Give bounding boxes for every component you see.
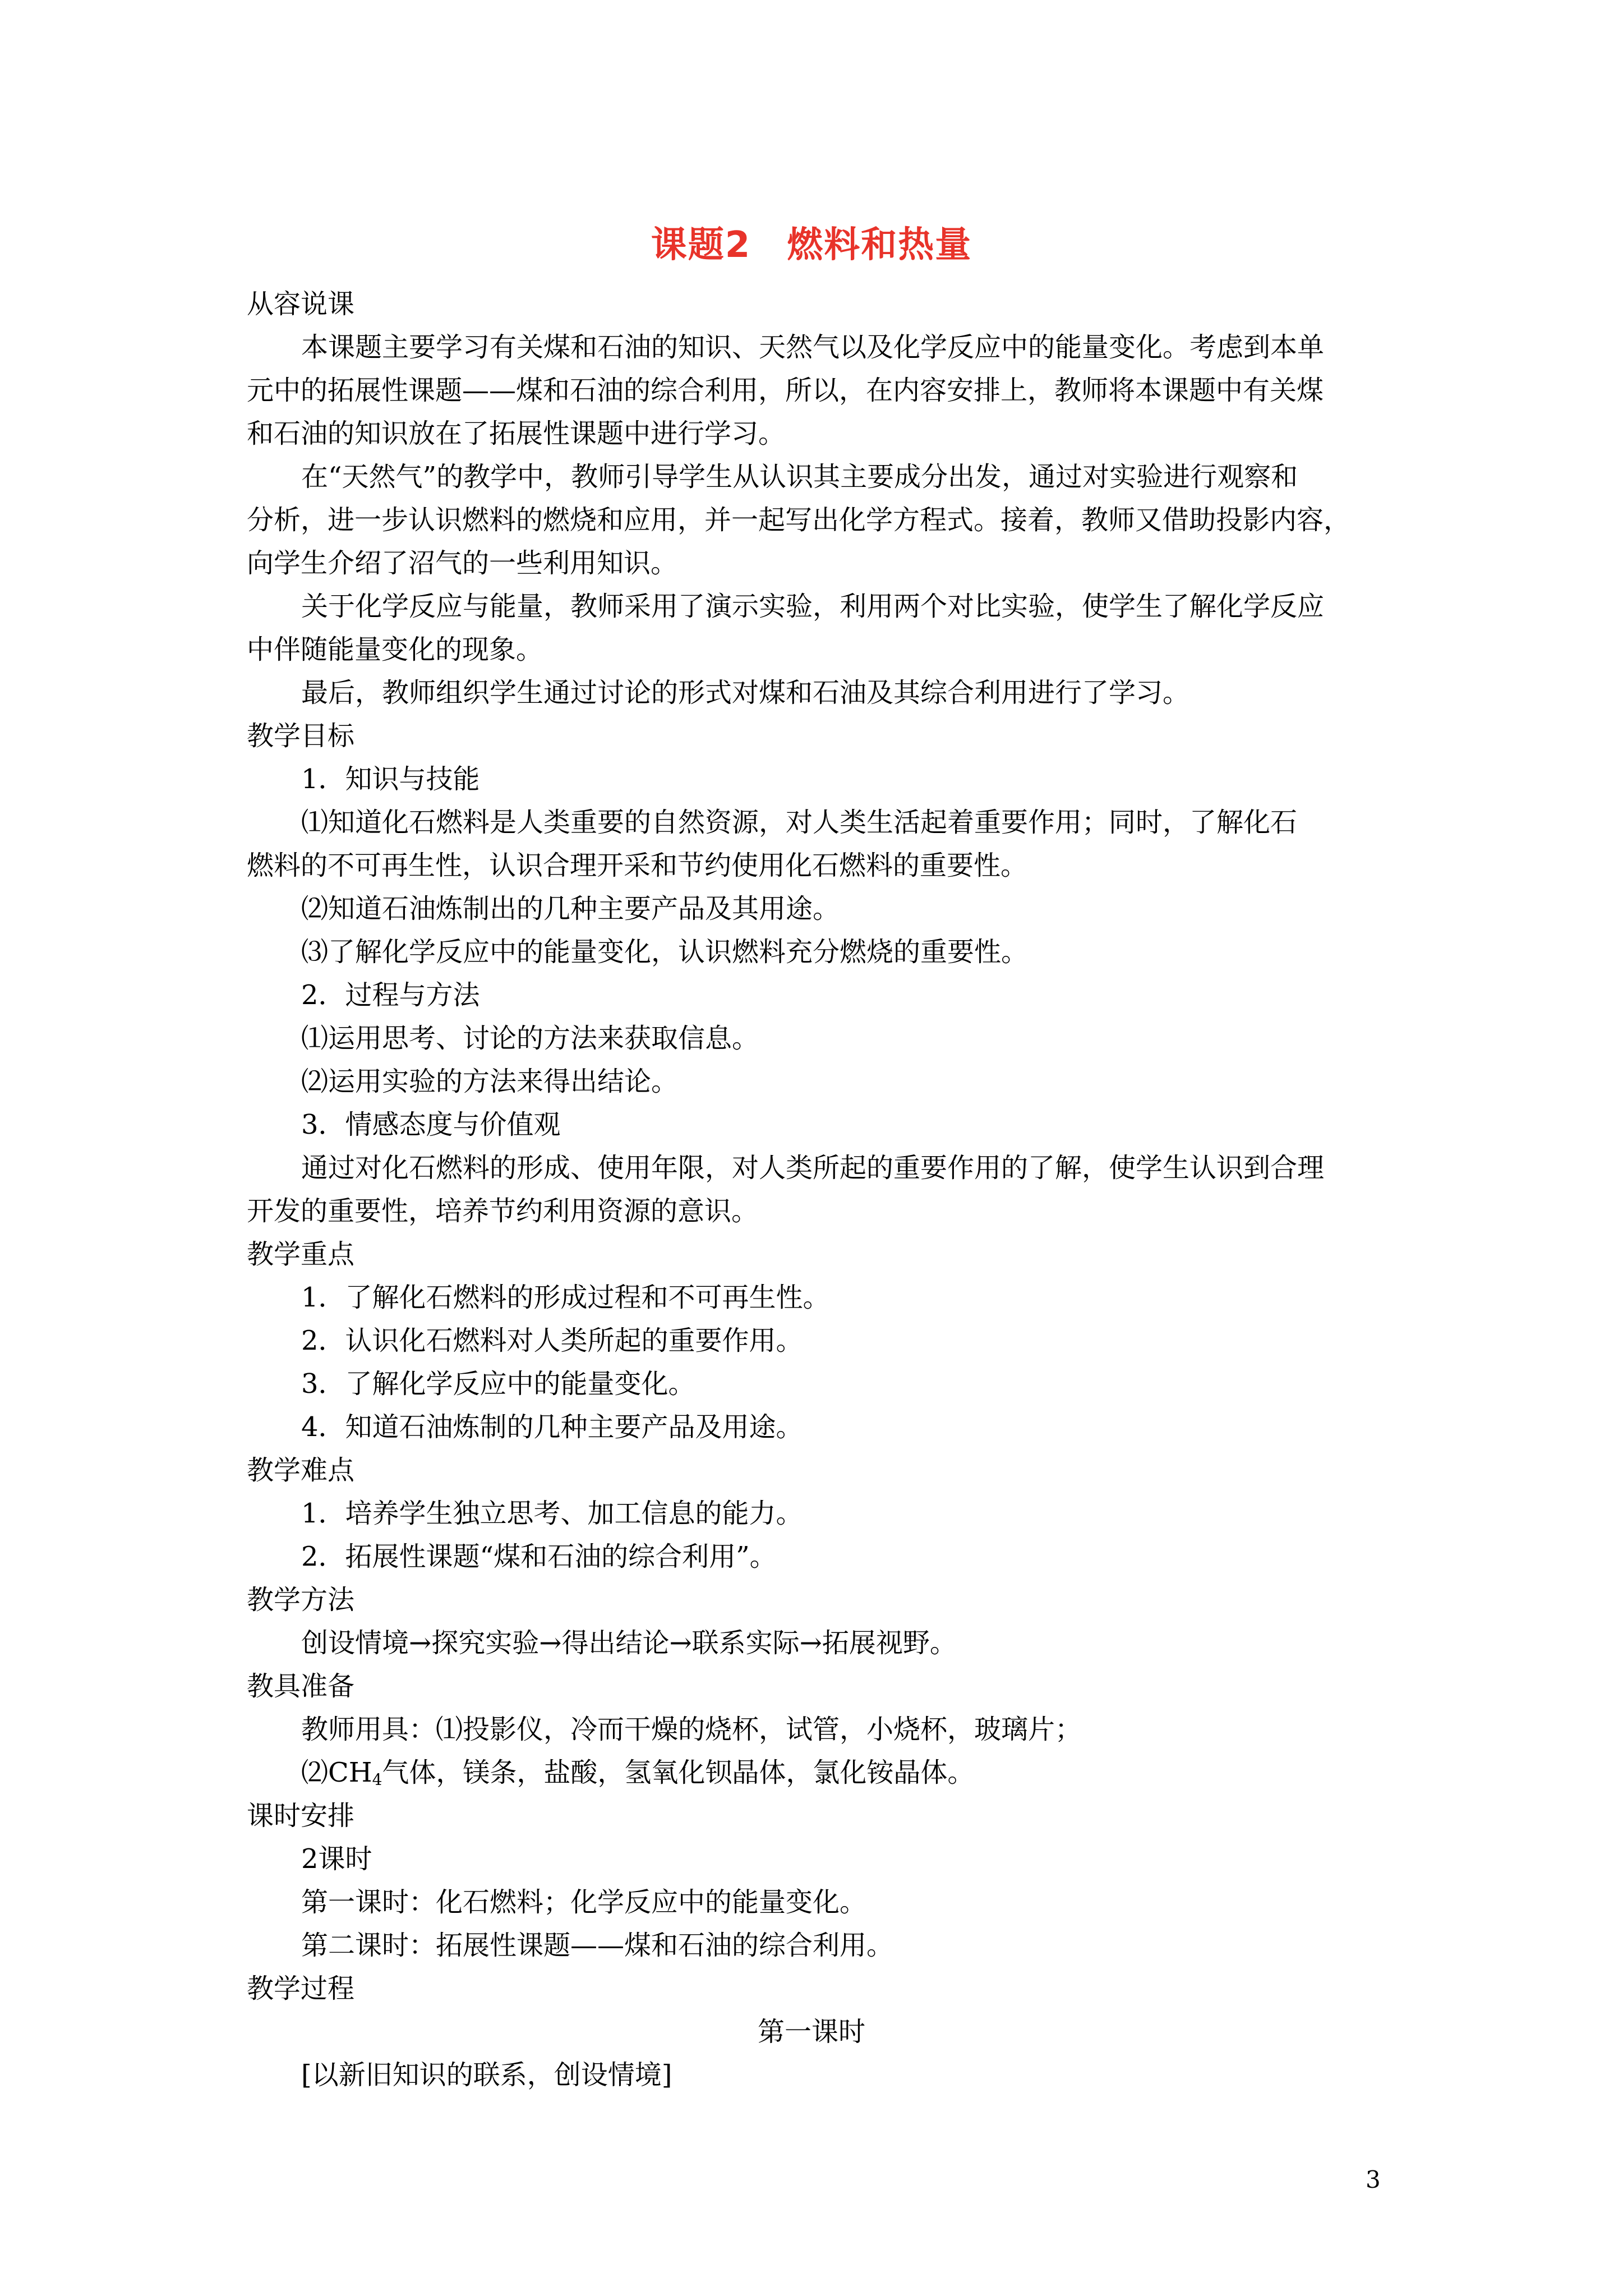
list-item: 1．培养学生独立思考、加工信息的能力。: [301, 1498, 803, 1529]
section-heading-process: 教学过程: [247, 1973, 355, 2004]
page-title: [0, 216, 1623, 268]
paragraph-line: 燃料的不可再生性，认识合理开采和节约使用化石燃料的重要性。: [247, 850, 1028, 881]
lesson-heading: 第一课时: [757, 2016, 865, 2047]
paragraph-line: 关于化学反应与能量，教师采用了演示实验，利用两个对比实验，使学生了解化学反应: [301, 591, 1325, 622]
paragraph-line: 本课题主要学习有关煤和石油的知识、天然气以及化学反应中的能量变化。考虑到本单: [301, 332, 1325, 363]
page-number: 3: [1366, 2166, 1381, 2193]
section-heading-key: 教学重点: [247, 1239, 355, 1270]
section-heading-method: 教学方法: [247, 1584, 355, 1616]
paragraph-line: 开发的重要性，培养节约利用资源的意识。: [247, 1195, 759, 1227]
paragraph-line: 通过对化石燃料的形成、使用年限，对人类所起的重要作用的了解，使学生认识到合理: [301, 1152, 1325, 1184]
section-heading-goals: 教学目标: [247, 720, 355, 752]
tools-ch-rest: 气体，镁条，盐酸，氢氧化钡晶体，氯化铵晶体。: [382, 1757, 975, 1788]
section-heading-tools: 教具准备: [247, 1671, 355, 1702]
paragraph-line: 中伴随能量变化的现象。: [247, 634, 543, 665]
paragraph-line: ⑵知道石油炼制出的几种主要产品及其用途。: [301, 893, 840, 924]
paragraph-line: [301, 1756, 974, 1789]
tools-ch-label: ⑵CH: [301, 1757, 372, 1788]
paragraph-line: 和石油的知识放在了拓展性课题中进行学习。: [247, 418, 786, 449]
section-heading-intro: 从容说课: [247, 288, 355, 320]
list-item: 4．知道石油炼制的几种主要产品及用途。: [301, 1411, 803, 1443]
section-heading-schedule: 课时安排: [247, 1800, 355, 1832]
tools-ch-subscript: 4: [372, 1770, 382, 1789]
goal-item: 3．情感态度与价值观: [301, 1109, 561, 1140]
paragraph-line: ⑴知道化石燃料是人类重要的自然资源，对人类生活起着重要作用；同时，了解化石: [301, 807, 1298, 838]
paragraph-line: ⑶了解化学反应中的能量变化，认识燃料充分燃烧的重要性。: [301, 936, 1029, 968]
paragraph-line: 分析，进一步认识燃料的燃烧和应用，并一起写出化学方程式。接着，教师又借助投影内容，: [247, 504, 1351, 536]
paragraph-line: ⑵运用实验的方法来得出结论。: [301, 1066, 679, 1097]
paragraph-line: 教师用具：⑴投影仪，冷而干燥的烧杯，试管，小烧杯，玻璃片；: [301, 1714, 1082, 1745]
paragraph-line: 在“天然气”的教学中，教师引导学生从认识其主要成分出发，通过对实验进行观察和: [301, 461, 1298, 493]
title-part-1: 课题2: [651, 224, 751, 266]
goal-item: 1．知识与技能: [301, 763, 480, 795]
goal-item: 2．过程与方法: [301, 979, 480, 1011]
paragraph-line: ⑴运用思考、讨论的方法来获取信息。: [301, 1023, 759, 1054]
list-item: 第二课时：拓展性课题——煤和石油的综合利用。: [301, 1930, 894, 1961]
paragraph-line: 元中的拓展性课题——煤和石油的综合利用，所以，在内容安排上，教师将本课题中有关煤: [247, 375, 1324, 406]
title-part-2: 燃料和热量: [787, 224, 972, 266]
list-item: 2．拓展性课题“煤和石油的综合利用”。: [301, 1541, 777, 1572]
list-item: 3．了解化学反应中的能量变化。: [301, 1368, 695, 1400]
paragraph-line: 向学生介绍了沼气的一些利用知识。: [247, 547, 678, 579]
paragraph-line: 创设情境→探究实验→得出结论→联系实际→拓展视野。: [301, 1627, 957, 1659]
list-item: 2课时: [301, 1843, 372, 1875]
list-item: 第一课时：化石燃料；化学反应中的能量变化。: [301, 1887, 867, 1918]
paragraph-line: [以新旧知识的联系，创设情境]: [301, 2059, 672, 2091]
section-heading-difficult: 教学难点: [247, 1455, 355, 1486]
paragraph-line: 最后，教师组织学生通过讨论的形式对煤和石油及其综合利用进行了学习。: [301, 677, 1190, 708]
list-item: 2．认识化石燃料对人类所起的重要作用。: [301, 1325, 803, 1356]
list-item: 1．了解化石燃料的形成过程和不可再生性。: [301, 1282, 830, 1313]
